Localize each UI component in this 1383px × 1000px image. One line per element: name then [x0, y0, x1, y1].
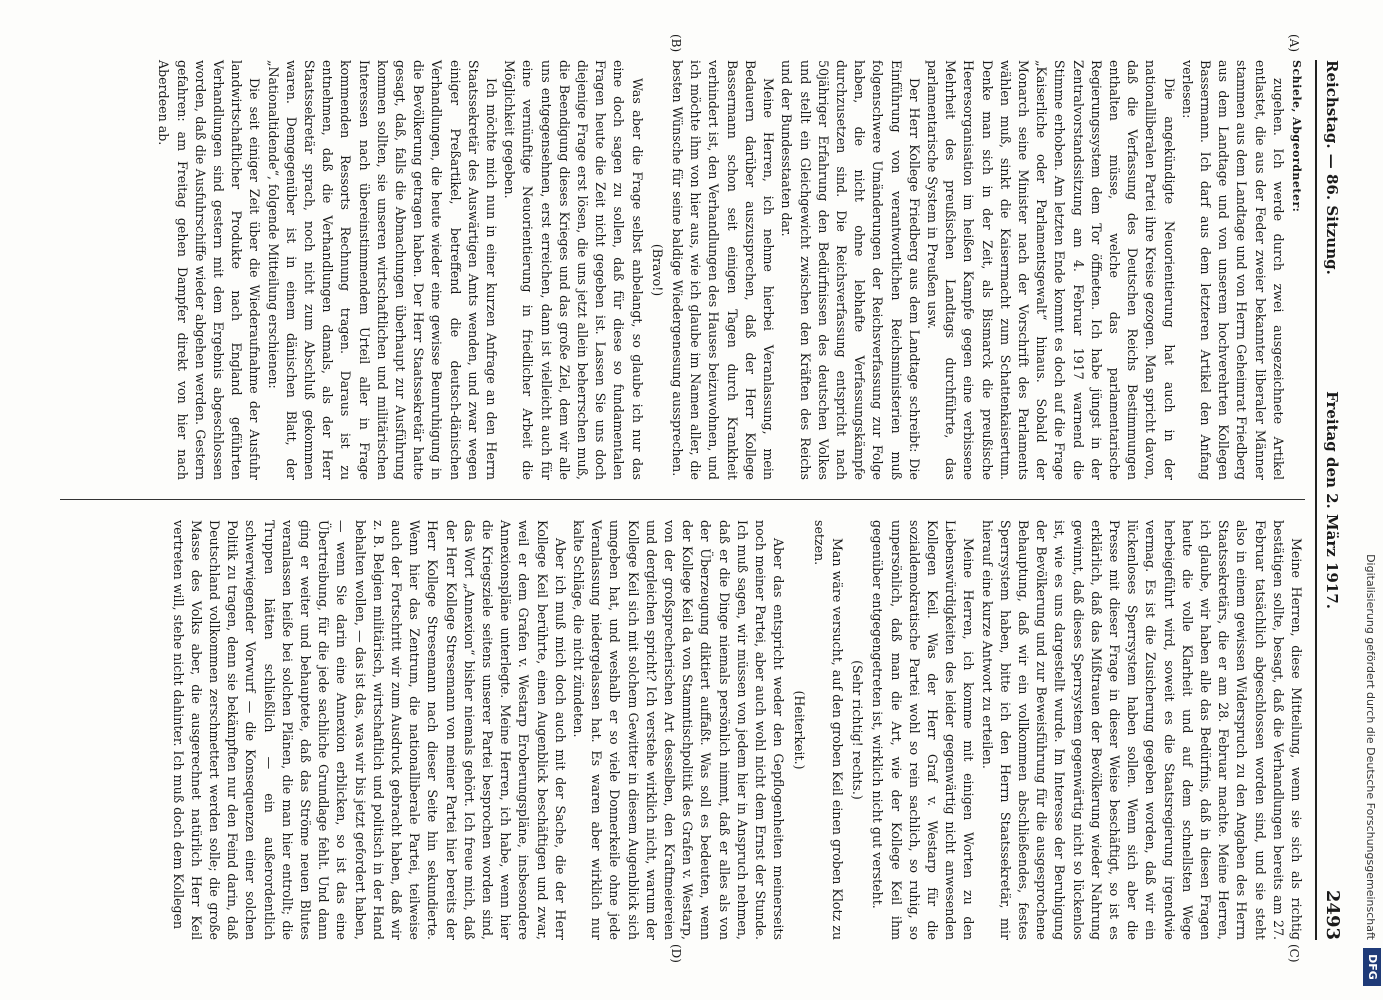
header-date: Freitag den 2. März 1917.: [1323, 391, 1341, 609]
header-left: Reichstag. — 86. Sitzung.: [1323, 60, 1341, 275]
speaker-line: Schiele, Abgeordneter:: [1290, 60, 1303, 213]
right-column: [168, 520, 1305, 940]
digitization-note: Digitalisierung gefördert durch die Deutsche Forschungsgemeinschaft: [1364, 554, 1377, 940]
paragraph: Was aber die Frage selbst anbelangt, so glaube ich nur das eine doch sagen zu sollen, daß für diese so fundamentalen Fragen heute die Zeit nicht gegeben ist. Lassen Sie uns doch diejenige Frage erst lösen, die uns jetzt allein beherrschen muß, die Beendigung dieses Krieges und das große Ziel, dem wir alle uns entgegensehnen, erst erreichen, dann ist vielleicht auch für eine vernünftige Neuorientierung in friedlicher Arbeit die Möglichkeit gegeben.: [502, 60, 645, 480]
paragraph: Meine Herren, diese Mitteilung, wenn sie sich als richtig bestätigen sollte, besagt, daß die Verhandlungen bereits am 27. Februar tatsächlich abgeschlossen worden sind, und sie steht also in einem gewissen Widerspruch zu den Angaben des Herrn Staatssekretärs, die er am 28. Februar machte. Meine Herren, ich glaube, wir haben alle das Bedürfnis, daß in diesen Fragen heute die volle Klarheit und auf dem schnellsten Wege herbeigeführt wird, soweit es die Staatsregierung irgendwie vermag. Es ist die Zusicherung gegeben worden, daß wir ein lückenloses Sperrsystem haben sollen. Wenn sich aber die Presse mit dieser Frage in dieser Weise beschäftigt, so ist es erklärlich, daß das Mißtrauen der Bevölkerung wieder Nahrung gewinnt, daß dieses Sperrsystem gegenwärtig nicht so lückenlos ist, wie es uns dargestellt wurde. Im Interesse der Beruhigung der Bevölkerung und zur Beweisführung für die ausgesprochene Behauptung, daß wir ein vollkommen abschließendes, festes Sperrsystem haben, bitte ich den Herrn Staatssekretär, mir hierauf eine kurze Antwort zu erteilen.: [979, 520, 1304, 940]
paragraph: Meine Herren, ich nehme hierbei Veranlassung, mein Bedauern darüber auszusprechen, daß der Herr Kollege Bassermann schon seit einigen Tagen durch Krankheit verhindert ist, den Verhandlungen des Hauses beizuwohnen, und ich möchte ihm von hier aus, wie ich glaube im Namen aller, die besten Wünsche für seine baldige Wiedergenesung aussprechen.: [670, 60, 777, 480]
left-column: [154, 60, 1305, 480]
quote-paragraph: Die seit einiger Zeit über die Wiederaufnahme der Ausfuhr landwirtschaftlicher Produkte nach England geführten Verhandlungen sind gestern mit dem Ergebnis abgeschlossen worden, daß die Ausfuhrschiffe wieder abgehen werden. Gestern gefahren: am Freitag gehen Dampfer direkt von hier nach Aberdeen ab.: [156, 60, 263, 480]
margin-mark-b: (B): [669, 34, 683, 53]
paragraph: Man wäre versucht, auf den groben Keil einen groben Klotz zu setzen.: [811, 520, 845, 940]
interjection: (Sehr richtig! rechts.): [850, 660, 866, 800]
paragraph: Aber ich muß mich doch auch mit der Sache, die der Herr Kollege Keil berührte, einen Augenblick beschäftigen und zwar, weil er dem Grafen v. Westarp Eroberungspläne, insbesondere Annexionspläne unterlegte. Meine Herren, ich habe, wenn hier die Kriegsziele seitens unserer Partei besprochen worden sind, das Wort „Annexion“ bisher niemals gehört. Ich freue mich, daß der Herr Kollege Stresemann von meiner Partei hier bereits der Herr Kollege Stresemann nach dieser Seite hin sekundierte. Wenn hier das Zentrum, die nationalliberale Partei, teilweise auch der Fortschritt wir zum Ausdruck gebracht haben, daß wir z. B. Belgien militärisch, wirtschaftlich und politisch in der Hand behalten wollen, — das ist das, was wir bis jetzt gefordert haben, — wenn Sie darin eine Annexion erblicken, so ist das eine Übertreibung, für die jede sachliche Grundlage fehlt. Und dann ging er weiter und behauptete, daß das Ströme neuen Blutes veranlassen heiße bei solchen Plänen, die man hier entrollt; die Truppen hätten schließlich — ein außerordentlich schwerwiegender Vorwurf — die Konsequenzen einer solchen Politik zu tragen, denn sie bekämpften nur den Feind darin, daß Deutschland vollkommen zerschmettert werden solle; die große Masse des Volks aber, die ausgerechnet natürlich Herr Keil vertreten will, stehe nicht dahinter. Ich muß doch dem Kollegen: [170, 520, 568, 940]
paragraph: Der Herr Kollege Friedberg aus dem Landtage schreibt: Die Einführung von verantwortlichen Reichsministerien muß folgenschwere Umänderungen der Reichsverfassung zur Folge haben, die nicht ohne lebhafte Verfassungskämpfe durchzusetzen sind. Die Reichsverfassung entspricht nach 50jähriger Erfahrung den Bedürfnissen des deutschen Volkes und stellt ein Gleichgewicht zwischen den Kräften des Reichs und der Bundesstaaten dar.: [779, 60, 922, 480]
page-number: 2493: [1322, 889, 1343, 940]
paragraph: Ich möchte mich nun in einer kurzen Anfrage an den Herrn Staatssekretär des Auswärtigen Amts wenden, und zwar wegen einiger Preßartikel, betreffend die deutsch-dänischen Verhandlungen, die heute wieder eine gewisse Beunruhigung in die Bevölkerung getragen haben. Der Herr Staatssekretär hatte gesagt, daß, falls die Abmachungen überhaupt zur Ausführung kommen sollten, sie unseren wirtschaftlichen und militärischen Interessen nach übereinstimmendem Urteil aller in Frage kommenden Ressorts Rechnung tragen. Daraus ist zu entnehmen, daß die Verhandlungen damals, als der Herr Staatssekretär sprach, noch nicht zum Abschluß gekommen waren. Demgegenüber ist in einem dänischen Blatt, der „Nationaltidende“, folgende Mitteilung erschienen:: [265, 60, 500, 480]
paragraph: Meine Herren, ich komme mit einigen Worten zu den Liebenswürdigkeiten des leider gegenwärtig nicht anwesenden Kollegen Keil. Was der Herr Graf v. Westarp für die sozialdemokratische Partei wohl so rein sachlich, so ruhig, so unpersönlich, daß man die Art, wie der Kollege Keil ihm gegenüber entgegengetreten ist, wirklich nicht gut versteht.: [870, 520, 977, 940]
quote-paragraph: Die angekündigte Neuorientierung hat auch in der nationalliberalen Partei ihre Kreise gezogen. Man spricht davon, daß die Verfassung des Deutschen Reichs Bestimmungen enthalten müsse, welche das parlamentarische Regierungssystem dem Tor öffneten. Ich habe jüngst in der Zentralvorstandssitzung am 4. Februar 1917 warnend die Stimme erhoben. Am letzten Ende kommt es doch auf die Frage „Kaiserliche oder Parlamentsgewalt“ hinaus. Sobald der Monarch seine Minister nach der Vorschrift des Parlaments wählen muß, sinkt die Kaisermacht zum Schattenkaisertum. Denke man sich in der Zeit, als Bismarck die preußische Heeresorganisation im heißen Kampfe gegen eine verbissene Mehrheit des preußischen Landtags durchführte, das parlamentarische System in Preußen usw.: [924, 60, 1177, 480]
running-head: [1315, 60, 1343, 940]
interjection: (Heiterkeit.): [791, 690, 807, 770]
column-divider: [60, 499, 1305, 500]
margin-mark-a: (A): [1287, 34, 1301, 53]
margin-mark-d: (D): [669, 944, 683, 963]
interjection: (Bravo!): [649, 243, 665, 297]
paragraph: zugehen. Ich werde durch zwei ausgezeichnete Artikel entlastet, die aus der Feder zweier bekannter liberaler Männer stammen aus dem Landtage und von Herrn Geheimrat Friedberg aus dem Landtage und von unserem hochverehrten Kollegen Bassermann. Ich darf aus dem letzteren Artikel den Anfang verlesen:: [1179, 60, 1286, 480]
paragraph: Aber das entspricht weder den Gepflogenheiten meinerseits noch meiner Partei, aber auch wohl nicht dem Ernst der Stunde. Ich muß sagen, wir müssen von jedem hier in Anspruch nehmen, daß er die Dinge niemals persönlich nimmt, daß er alles als von der Überzeugung diktiert auffaßt. Was soll es bedeuten, wenn der Kollege Keil da von Stammtischpolitik des Grafen v. Westarp, von der großsprecherischen Art desselben, den Kraftmeiereien und dergleichen spricht? Ich verstehe wirklich nicht, warum der Kollege Keil sich mit solchem Gewitter in diesem Augenblick sich umgeben hat, und weshalb er so viele Donnerkeile ohne jede Veranlassung niedergelassen hat. Es waren aber wirklich nur kalte Schläge, die nicht zündeten.: [571, 520, 787, 940]
margin-mark-c: (C): [1287, 944, 1301, 963]
dfg-logo: DFG: [1363, 948, 1381, 986]
